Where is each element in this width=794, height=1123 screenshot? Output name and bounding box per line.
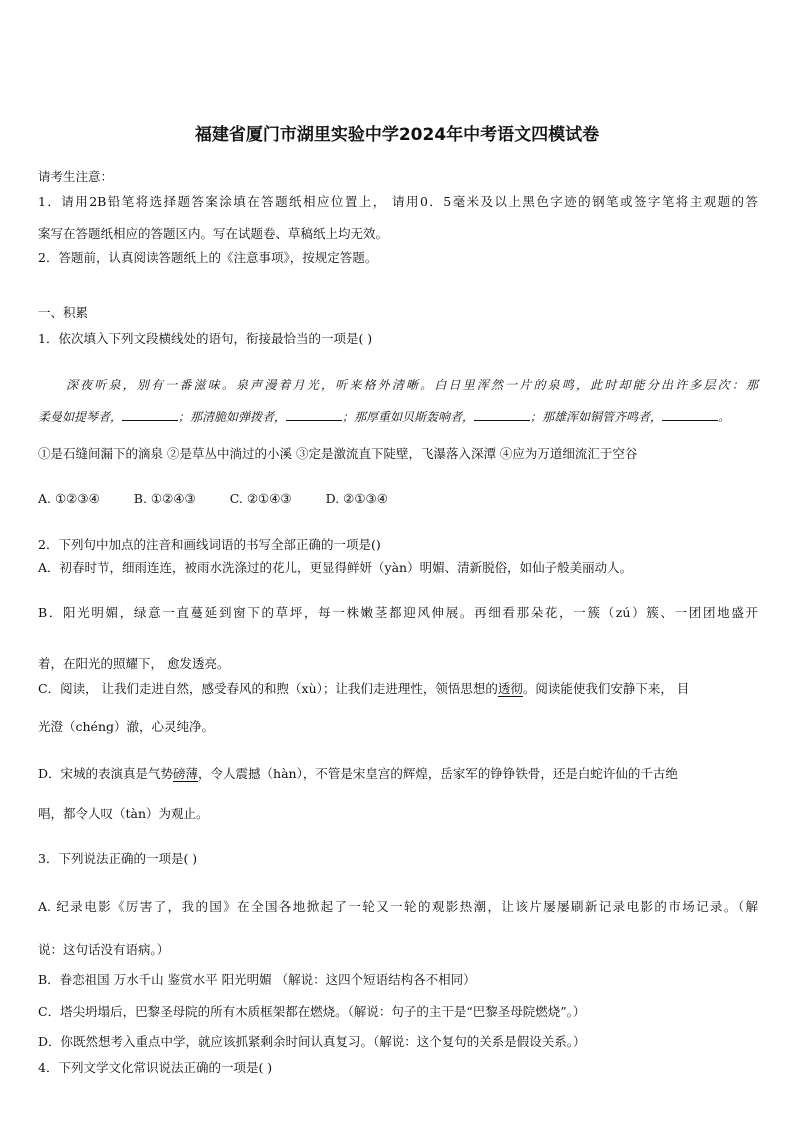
notice-item-2: 2．答题前，认真阅读答题纸上的《注意事项》，按规定答题。 <box>38 250 378 265</box>
q2-option-c-seg-1: C．阅读， 让我们走进自然，感受春风的和煦（xù）；让我们走进理性，领悟思想的 <box>38 681 498 696</box>
q2-option-c-seg-2: 。阅读能使我们安静下来， 目 <box>522 681 690 696</box>
notice-item-1-line-1: 1．请用2B铅笔将选择题答案涂填在答题纸相应位置上， 请用0．5毫米及以上黑色字迹的钢笔或签字笔将主观题的答 <box>38 194 758 209</box>
q1-passage-seg-4: ；那雄浑如铜管齐鸣者， <box>530 410 663 424</box>
q2-stem: 2．下列句中加点的注音和画线词语的书写全部正确的一项是() <box>38 537 381 552</box>
q3-stem: 3．下列说法正确的一项是( ) <box>38 851 198 866</box>
q1-stem: 1．依次填入下列文段横线处的语句，衔接最恰当的一项是( ) <box>38 331 373 346</box>
q1-passage-seg-5: 。 <box>718 410 731 424</box>
q1-option-sentences: ①是石缝间漏下的滴泉 ②是草丛中淌过的小溪 ③定是激流直下陡壁，飞瀑落入深潭 ④应为万道细流汇于空谷 <box>38 446 638 461</box>
q2-option-d-underlined: 磅薄 <box>173 766 199 781</box>
q1-choice-d: D. ②①③④ <box>325 491 388 506</box>
q2-option-a: A．初春时节，细雨连连，被雨水洗涤过的花儿，更显得鲜妍（yàn）明媚、清新脱俗，如仙子般美丽动人。 <box>38 560 633 575</box>
q1-blank-4 <box>662 408 718 421</box>
exam-title: 福建省厦门市湖里实验中学2024年中考语文四模试卷 <box>194 125 600 145</box>
q1-passage-seg-1: 柔曼如提琴者， <box>38 410 123 424</box>
q1-blank-2 <box>286 408 342 421</box>
q2-option-d-line-1 <box>38 765 758 783</box>
q3-option-a-line-2: 说：这句话没有语病。） <box>38 942 170 957</box>
q3-option-c: C．塔尖坍塌后，巴黎圣母院的所有木质框架都在燃烧。（解说：句子的主干是“巴黎圣母院燃烧”。） <box>38 1004 586 1019</box>
q2-option-c-line-1 <box>38 680 758 698</box>
q2-option-d-seg-2: ，令人震撼（hàn），不管是宋皇宫的辉煌，岳家军的铮铮铁骨，还是白蛇许仙的千古绝 <box>198 766 678 781</box>
q1-passage-seg-3: ；那厚重如贝斯轰响者， <box>342 410 475 424</box>
notice-item-1-line-2: 案写在答题纸相应的答题区内。写在试题卷、草稿纸上均无效。 <box>38 226 389 241</box>
q1-choice-b: B. ①②④③ <box>133 491 196 506</box>
q1-blank-1 <box>122 408 178 421</box>
section-heading: 一、积累 <box>38 305 89 320</box>
q2-option-c-underlined: 透彻 <box>497 681 523 696</box>
q3-option-d: D．你既然想考入重点中学，就应该抓紧剩余时间认真复习。（解说：这个复句的关系是假设关系。） <box>38 1034 586 1049</box>
q3-option-a-line-1: A. 纪录电影《厉害了，我的国》在全国各地掀起了一轮又一轮的观影热潮，让该片屡屡刷新记录电影的市场记录。（解 <box>38 899 758 914</box>
q1-choices <box>38 490 758 508</box>
q2-option-b-line-1: B．阳光明媚，绿意一直蔓延到窗下的草坪，每一株嫩茎都迎风伸展。再细看那朵花，一簇（zú）簇、一团团地盛开 <box>38 605 758 620</box>
q1-choice-a: A. ①②③④ <box>38 491 100 506</box>
q2-option-d-line-2: 唱，都令人叹（tàn）为观止。 <box>38 806 209 821</box>
q3-option-b: B．眷恋祖国 万水千山 鉴赏水平 阳光明媚 （解说：这四个短语结构各不相同） <box>38 972 476 987</box>
q4-stem: 4．下列文学文化常识说法正确的一项是( ) <box>38 1060 273 1075</box>
q1-choice-c: C. ②①④③ <box>229 491 292 506</box>
q1-blank-3 <box>474 408 530 421</box>
q1-passage-line-2 <box>38 408 758 426</box>
q2-option-c-line-2: 光澄（chéng）澈，心灵纯净。 <box>38 719 215 734</box>
q2-option-d-seg-1: D．宋城的表演真是气势 <box>38 766 174 781</box>
q2-option-b-line-2: 着，在阳光的照耀下， 愈发透亮。 <box>38 656 230 671</box>
q1-passage-line-1: 深夜听泉，别有一番滋味。泉声漫着月光，听来格外清晰。白日里浑然一片的泉鸣，此时却能分出许多层次：那 <box>66 378 758 392</box>
q1-passage-seg-2: ；那清脆如弹拨者， <box>178 410 287 424</box>
notice-heading: 请考生注意： <box>38 169 114 184</box>
